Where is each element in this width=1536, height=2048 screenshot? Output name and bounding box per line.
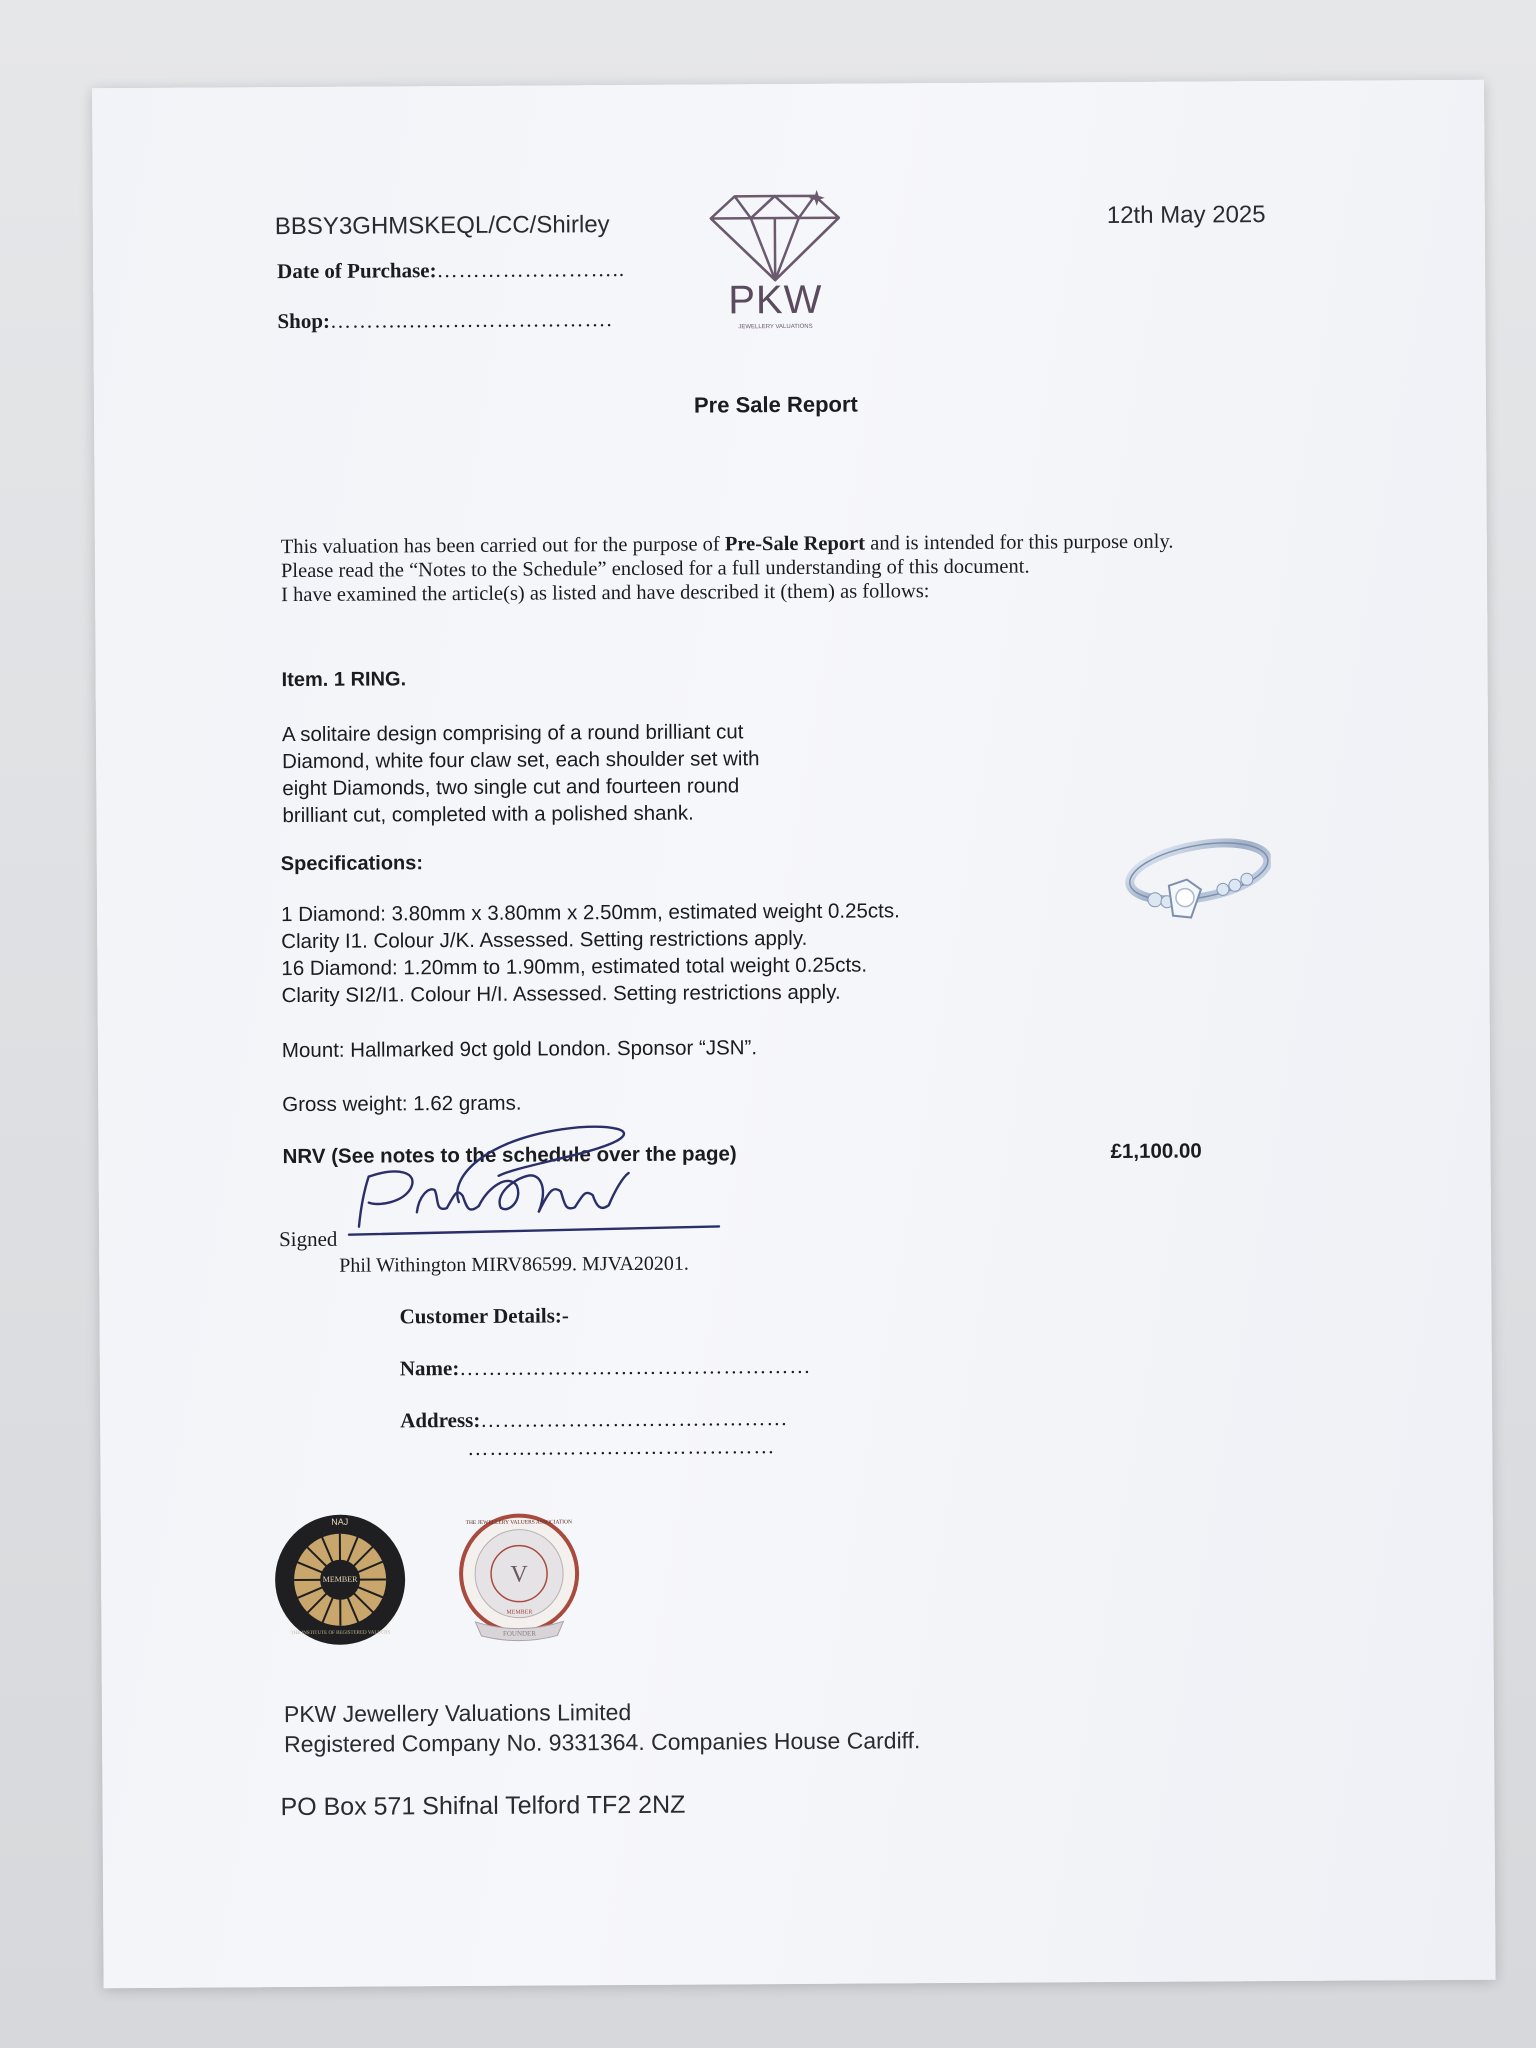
logo-subtext: JEWELLERY VALUATIONS — [738, 323, 813, 331]
date-of-purchase-blank: …………………….. — [436, 256, 626, 283]
intro-line-3: I have examined the article(s) as listed and have described it (them) as follows: — [281, 580, 930, 607]
description-line: Diamond, white four claw set, each shoulder set with — [282, 747, 760, 774]
company-footer — [284, 1695, 921, 1759]
customer-name-field — [400, 1354, 812, 1382]
pkw-logo — [705, 188, 846, 339]
intro-line-2: Please read the “Notes to the Schedule” enclosed for a full understanding of this document. — [280, 555, 1030, 583]
shop-blank: ………..………………………. — [329, 307, 613, 333]
company-address: PO Box 571 Shifnal Telford TF2 2NZ — [280, 1790, 686, 1822]
naj-top-text: NAJ — [331, 1516, 349, 1527]
customer-address-label: Address: — [400, 1407, 481, 1433]
shop-label: Shop: — [277, 308, 331, 334]
shop-field — [277, 307, 612, 334]
description-line: brilliant cut, completed with a polished shank. — [282, 801, 694, 828]
date-of-purchase-label: Date of Purchase: — [277, 258, 437, 284]
jva-ring-text: THE JEWELLERY VALUERS ASSOCIATION — [465, 1519, 572, 1526]
handwritten-signature — [338, 1114, 739, 1256]
intro-line-1-start: This valuation has been carried out for the purpose of — [280, 533, 725, 559]
ring-image-icon — [1111, 831, 1272, 942]
intro-purpose: Pre-Sale Report — [724, 532, 866, 556]
specifications-list — [281, 897, 900, 1009]
logo-text: PKW — [728, 277, 823, 323]
signature-icon — [338, 1114, 739, 1256]
spec-line: 1 Diamond: 3.80mm x 3.80mm x 2.50mm, estimated weight 0.25cts. — [280, 899, 900, 927]
signer-name: Phil Withington MIRV86599. MJVA20201. — [339, 1252, 689, 1277]
customer-address-blank-2: …………………………………… — [467, 1434, 776, 1460]
mount-detail: Mount: Hallmarked 9ct gold London. Sponsor “JSN”. — [281, 1036, 758, 1063]
customer-name-blank: ………………………………………… — [459, 1353, 812, 1381]
intro-paragraph — [281, 528, 1401, 607]
reference-code: BBSY3GHMSKEQL/CC/Shirley — [274, 211, 610, 241]
description-line: eight Diamonds, two single cut and fourteen round — [282, 774, 740, 801]
naj-member-badge — [273, 1512, 408, 1647]
customer-address-blank: …………………………………… — [480, 1406, 789, 1432]
spec-line: Clarity SI2/I1. Colour H/I. Assessed. Setting restrictions apply. — [281, 980, 841, 1008]
customer-address-field — [400, 1406, 788, 1433]
jva-founder-badge — [457, 1511, 582, 1646]
nrv-value: £1,100.00 — [1110, 1139, 1202, 1164]
jva-member-text: MEMBER — [506, 1609, 533, 1616]
signed-label: Signed — [278, 1226, 338, 1252]
spec-line: 16 Diamond: 1.20mm to 1.90mm, estimated total weight 0.25cts. — [281, 953, 868, 981]
date-of-purchase-field — [277, 257, 625, 284]
company-registration: Registered Company No. 9331364. Companies House Cardiff. — [284, 1727, 921, 1758]
customer-details-heading: Customer Details:- — [399, 1303, 569, 1329]
spec-line: Clarity I1. Colour J/K. Assessed. Setting restrictions apply. — [281, 926, 808, 954]
jva-center-letter: V — [510, 1561, 528, 1588]
ring-photo — [1111, 831, 1272, 942]
report-date: 12th May 2025 — [1106, 201, 1266, 230]
item-heading: Item. 1 RING. — [281, 668, 407, 692]
naj-member-text: MEMBER — [322, 1574, 358, 1584]
description-line: A solitaire design comprising of a round brilliant cut — [281, 720, 744, 747]
company-name: PKW Jewellery Valuations Limited — [283, 1698, 632, 1728]
document-page — [92, 80, 1496, 1988]
item-description — [282, 718, 760, 829]
specifications-heading: Specifications: — [280, 852, 424, 876]
jva-founder-text: FOUNDER — [502, 1629, 537, 1638]
nrv-label: NRV (See notes to the schedule over the page) — [282, 1142, 737, 1169]
intro-line-1-end: and is intended for this purpose only. — [865, 530, 1174, 555]
report-title: Pre Sale Report — [693, 391, 858, 418]
customer-name-label: Name: — [399, 1356, 460, 1381]
naj-ring-text: THE INSTITUTE OF REGISTERED VALUERS — [290, 1630, 391, 1637]
gross-weight: Gross weight: 1.62 grams. — [282, 1091, 522, 1117]
